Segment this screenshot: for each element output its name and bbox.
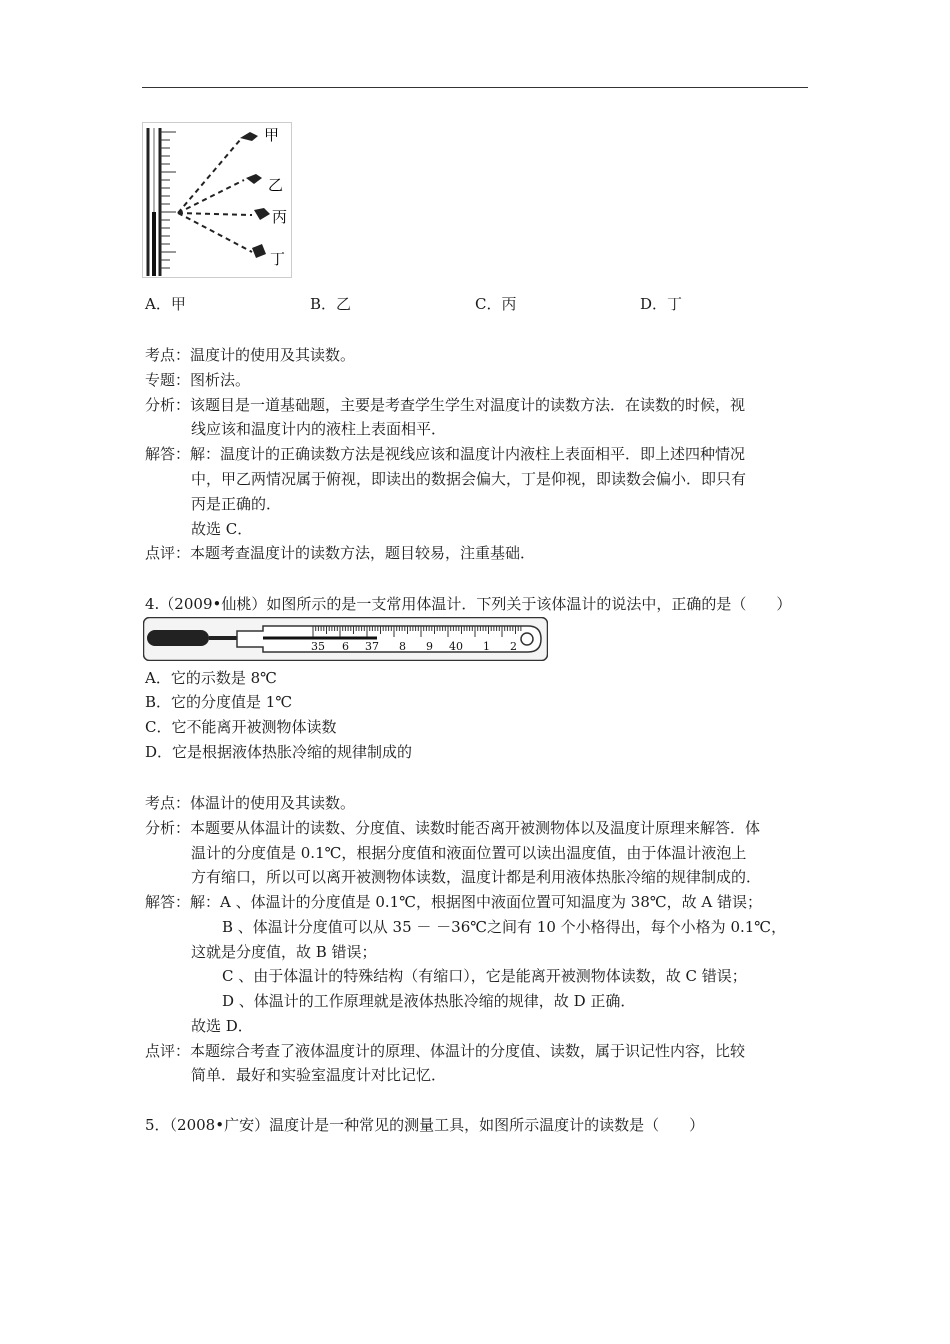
q3-fenxi: 分析：该题目是一道基础题，主要是考查学生学生对温度计的读数方法．在读数的时候，视	[145, 396, 746, 414]
q4-fenxi-cont-1: 温计的分度值是 0.1℃，根据分度值和液面位置可以读出温度值，由于体温计液泡上	[191, 844, 747, 862]
scale-label-40: 40	[449, 640, 463, 653]
q3-kaodian: 考点：温度计的使用及其读数。	[145, 346, 356, 364]
scale-label-9: 9	[426, 640, 433, 653]
q3-option-a: A．甲	[145, 295, 186, 313]
q4-option-c: C．它不能离开被测物体读数	[145, 718, 337, 736]
q3-option-c: C．丙	[475, 295, 517, 313]
q4-option-a: A．它的示数是 8℃	[145, 669, 277, 687]
q4-option-d: D．它是根据液体热胀冷缩的规律制成的	[145, 743, 413, 761]
label-ding: 丁	[270, 250, 286, 268]
q3-jieda: 解答：解：温度计的正确读数方法是视线应该和温度计内液柱上表面相平．即上述四种情况	[145, 445, 746, 463]
q4-jieda-d: D 、体温计的工作原理就是液体热胀冷缩的规律，故 D 正确．	[222, 992, 636, 1010]
scale-label-6: 6	[342, 640, 349, 653]
q5-stem: 5．（2008•广安）温度计是一种常见的测量工具，如图所示温度计的读数是（ ）	[145, 1116, 705, 1134]
q4-jieda: 解答：解：A 、体温计的分度值是 0.1℃，根据图中液面位置可知温度为 38℃，故 A 错误；	[145, 893, 763, 911]
q4-jieda-c: C 、由于体温计的特殊结构（有缩口），它是能离开被测物体读数，故 C 错误；	[222, 967, 747, 985]
scale-label-8: 8	[399, 640, 406, 653]
q4-kaodian: 考点：体温计的使用及其读数。	[145, 794, 356, 812]
scale-label-1: 1	[483, 640, 490, 653]
q3-jieda-cont-2: 丙是正确的．	[191, 495, 282, 513]
label-yi: 乙	[268, 176, 284, 194]
q4-dianping-cont: 简单．最好和实验室温度计对比记忆．	[191, 1066, 447, 1084]
q3-fenxi-cont: 线应该和温度计内的液柱上表面相平．	[191, 420, 447, 438]
q3-dianping: 点评：本题考查温度计的读数方法，题目较易，注重基础．	[145, 544, 536, 562]
label-bing: 丙	[272, 208, 288, 226]
q4-option-b: B．它的分度值是 1℃	[145, 693, 293, 711]
label-jia: 甲	[264, 126, 280, 144]
q3-answer: 故选 C．	[191, 520, 253, 538]
q4-dianping: 点评：本题综合考查了液体温度计的原理、体温计的分度值、读数，属于识记性内容，比较	[145, 1042, 746, 1060]
q4-answer: 故选 D．	[191, 1017, 253, 1035]
q3-zhuanti: 专题：图析法。	[145, 371, 251, 389]
q4-fenxi-cont-2: 方有缩口，所以可以离开被测物体读数，温度计都是利用液体热胀冷缩的规律制成的．	[191, 868, 762, 886]
q4-jieda-b: B 、体温计分度值可以从 35 － －36℃之间有 10 个小格得出，每个小格为 0.1℃，	[222, 918, 787, 936]
thermometer-viewing-figure	[142, 122, 292, 278]
q4-stem: 4.（2009•仙桃）如图所示的是一支常用体温计．下列关于该体温计的说法中，正确的是（ ）	[145, 595, 792, 613]
q4-fenxi: 分析：本题要从体温计的读数、分度值、读数时能否离开被测物体以及温度计原理来解答．体	[145, 819, 761, 837]
q3-option-b: B．乙	[310, 295, 352, 313]
q4-jieda-b-cont: 这就是分度值，故 B 错误；	[191, 943, 377, 961]
q3-jieda-cont-1: 中，甲乙两情况属于俯视，即读出的数据会偏大，丁是仰视，即读数会偏小．即只有	[191, 470, 747, 488]
scale-label-35: 35	[311, 640, 325, 653]
scale-label-37: 37	[365, 640, 379, 653]
header-rule	[142, 87, 808, 88]
scale-label-2: 2	[510, 640, 517, 653]
q3-option-d: D．丁	[640, 295, 683, 313]
clinical-thermometer-figure	[143, 617, 548, 661]
